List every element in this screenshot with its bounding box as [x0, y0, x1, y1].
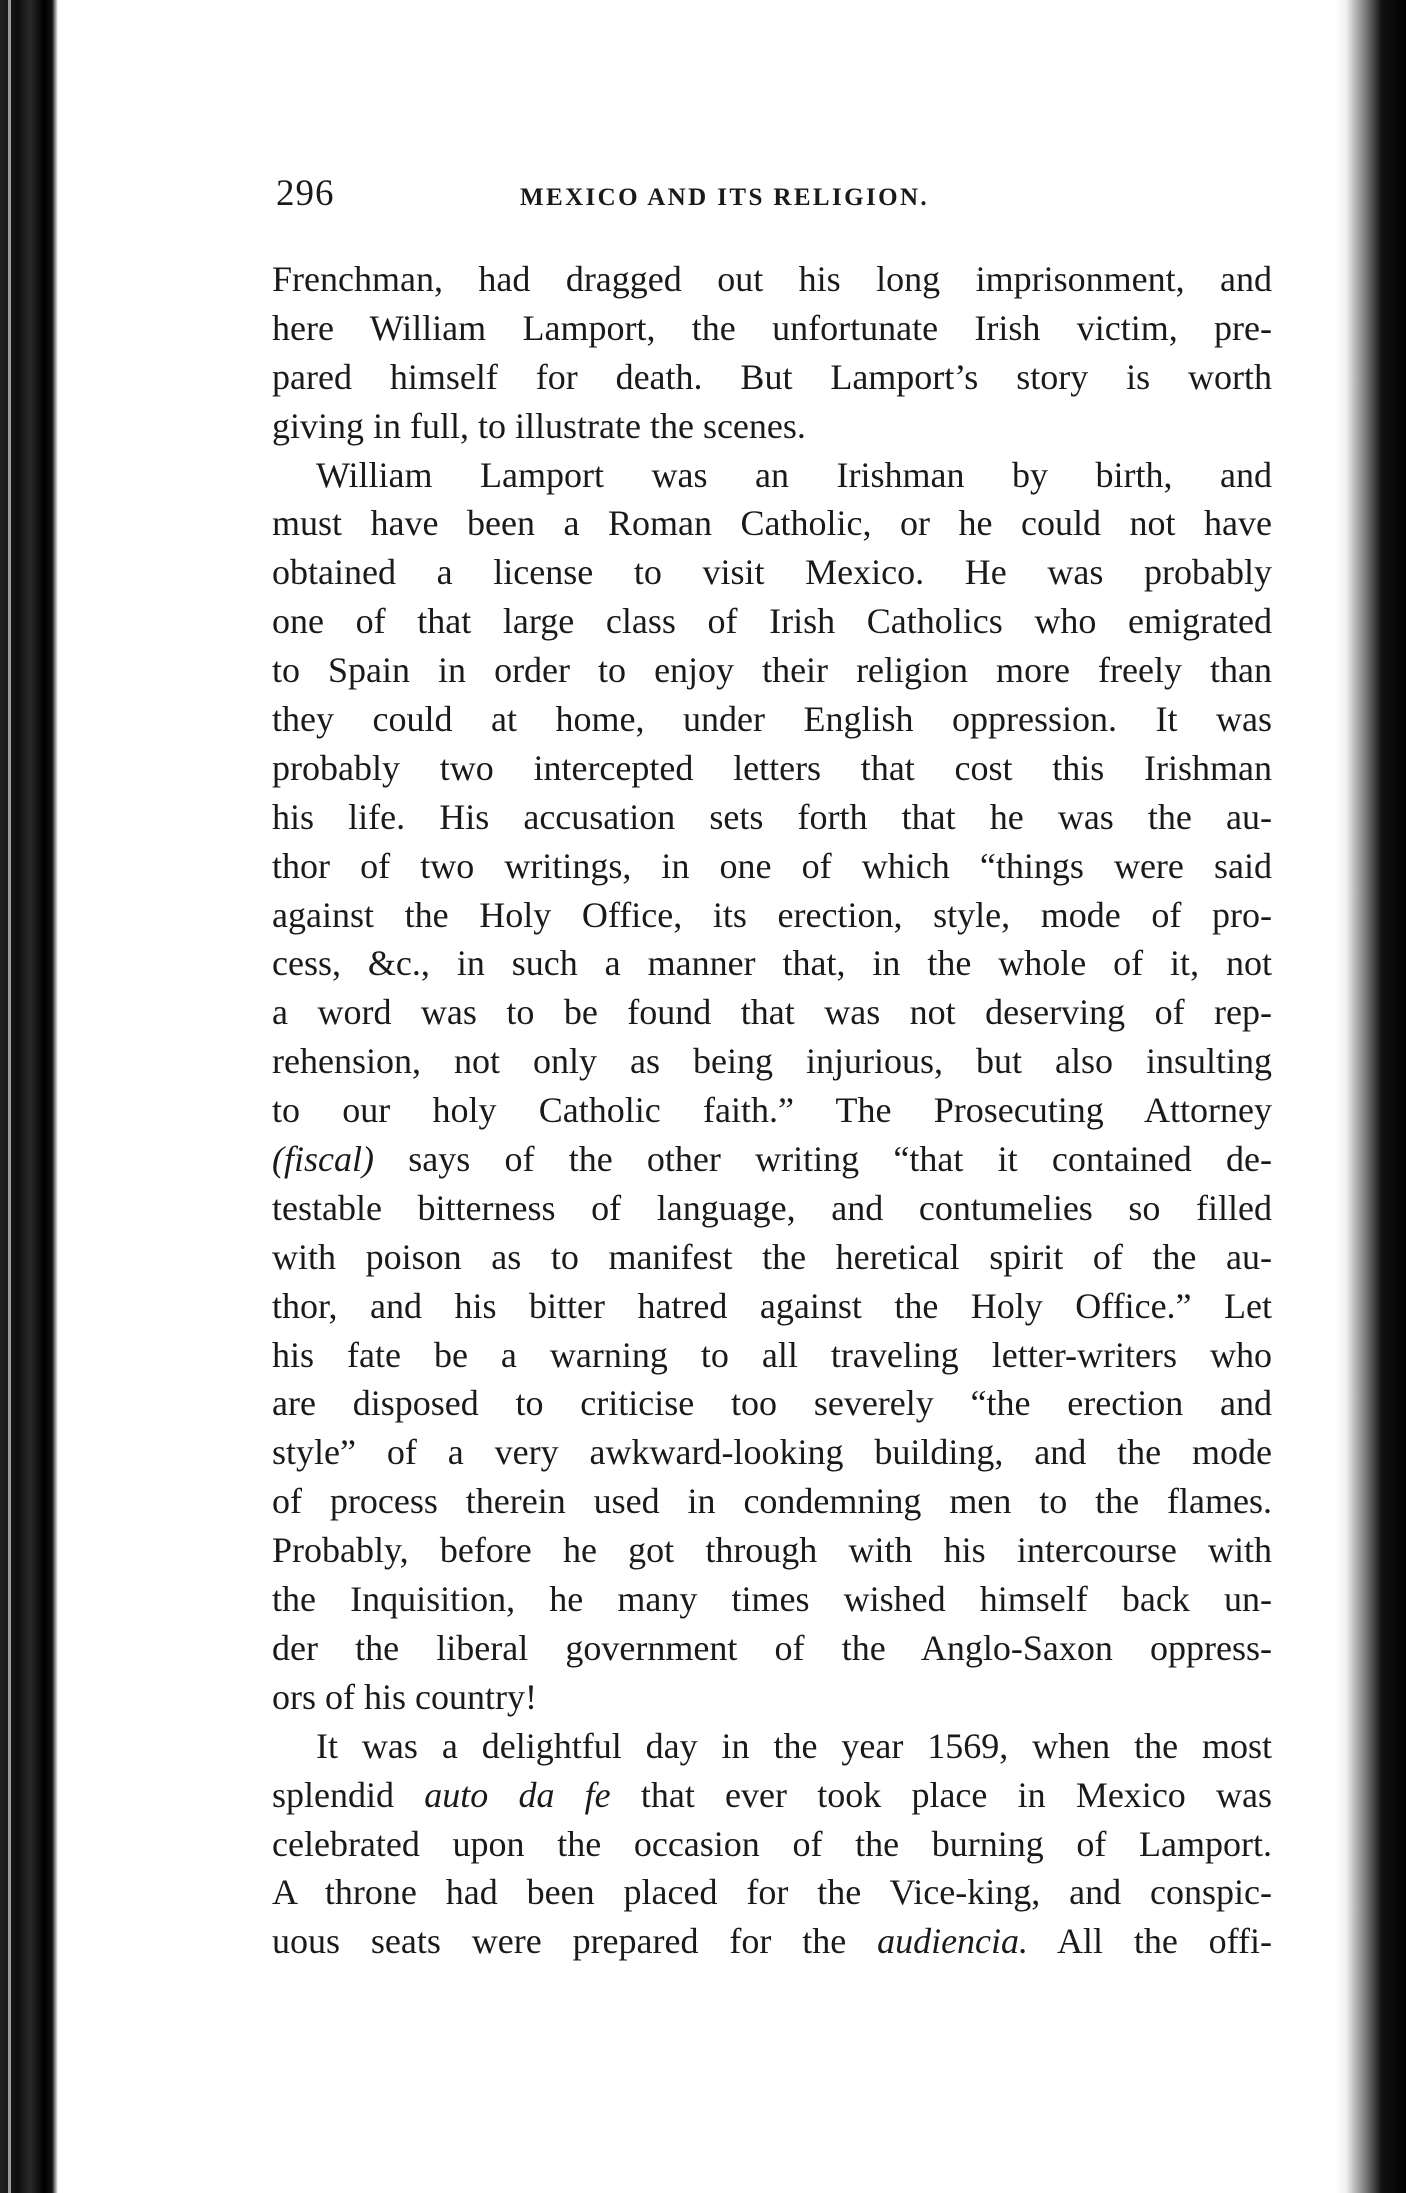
text-line: to Spain in order to enjoy their religion more freely than	[272, 650, 1272, 691]
text-line: are disposed to criticise too severely “the erection and	[272, 1383, 1272, 1424]
fiscal-word: (fiscal)	[272, 1139, 374, 1180]
text-line: celebrated upon the occasion of the burning of Lamport.	[272, 1823, 1272, 1864]
text-line: here William Lamport, the unfortunate Irish victim, pre-	[272, 307, 1272, 348]
text-line: of process therein used in condemning men to the flames.	[272, 1481, 1272, 1522]
paragraph-3	[272, 1722, 1272, 1966]
text-line-auto-da-fe	[272, 1771, 1272, 1820]
text-segment: uous seats were prepared for the	[272, 1921, 878, 1962]
text-line: thor of two writings, in one of which “things were said	[272, 845, 1272, 886]
text-line: Frenchman, had dragged out his long imprisonment, and	[272, 259, 1272, 299]
text-line: rehension, not only as being injurious, but also insulting	[272, 1041, 1272, 1082]
body-text	[272, 255, 1272, 1966]
text-line: cess, &c., in such a manner that, in the whole of it, not	[272, 943, 1272, 984]
text-line: testable bitterness of language, and contumelies so filled	[272, 1187, 1272, 1228]
text-line: pared himself for death. But Lamport’s story is worth	[272, 356, 1272, 397]
page-number: 296	[276, 173, 335, 214]
paragraph-2	[272, 451, 1272, 1722]
text-line: giving in full, to illustrate the scenes.	[272, 405, 806, 446]
text-line-fiscal	[272, 1135, 1272, 1184]
paragraph-1	[272, 255, 1272, 451]
text-line: style” of a very awkward-looking building, and the mode	[272, 1432, 1272, 1473]
text-line: William Lamport was an Irishman by birth, and	[316, 454, 1272, 495]
italic-auto-da-fe: auto da fe	[424, 1774, 611, 1815]
text-line: It was a delightful day in the year 1569, when the most	[316, 1725, 1272, 1766]
text-line: his life. His accusation sets forth that he was the au-	[272, 796, 1272, 837]
text-line: thor, and his bitter hatred against the Holy Office.” Let	[272, 1285, 1272, 1326]
text-segment: that ever took place in Mexico was	[610, 1774, 1272, 1815]
italic-audiencia: audiencia.	[877, 1921, 1029, 1962]
text-line: to our holy Catholic faith.” The Prosecuting Attorney	[272, 1090, 1272, 1131]
text-line: against the Holy Office, its erection, style, mode of pro-	[272, 894, 1272, 935]
text-line: obtained a license to visit Mexico. He was probably	[272, 552, 1272, 593]
text-line: they could at home, under English oppression. It was	[272, 699, 1272, 740]
text-line: Probably, before he got through with his intercourse with	[272, 1530, 1272, 1571]
text-line-audiencia	[272, 1917, 1272, 1966]
text-line: must have been a Roman Catholic, or he could not have	[272, 503, 1272, 544]
text-line: one of that large class of Irish Catholics who emigrated	[272, 601, 1272, 642]
text-segment: All the offi-	[1028, 1921, 1272, 1962]
text-line: his fate be a warning to all traveling letter-writers who	[272, 1334, 1272, 1375]
text-line: the Inquisition, he many times wished himself back un-	[272, 1579, 1272, 1620]
running-head	[276, 172, 1276, 222]
text-line: der the liberal government of the Anglo-Saxon oppress-	[272, 1627, 1272, 1668]
text-line: ors of his country!	[272, 1676, 537, 1717]
running-head-title: MEXICO AND ITS RELIGION.	[520, 184, 930, 211]
text-line: with poison as to manifest the heretical spirit of the au-	[272, 1236, 1272, 1277]
text-line: A throne had been placed for the Vice-king, and conspic-	[272, 1872, 1272, 1913]
text-line: probably two intercepted letters that cost this Irishman	[272, 747, 1272, 788]
text-line-rest: says of the other writing “that it contained de-	[408, 1139, 1272, 1180]
text-segment: splendid	[272, 1774, 425, 1815]
binding-gutter-shadow	[0, 0, 58, 2193]
text-line: a word was to be found that was not deserving of rep-	[272, 992, 1272, 1033]
page-edge-shadow	[1336, 0, 1406, 2193]
